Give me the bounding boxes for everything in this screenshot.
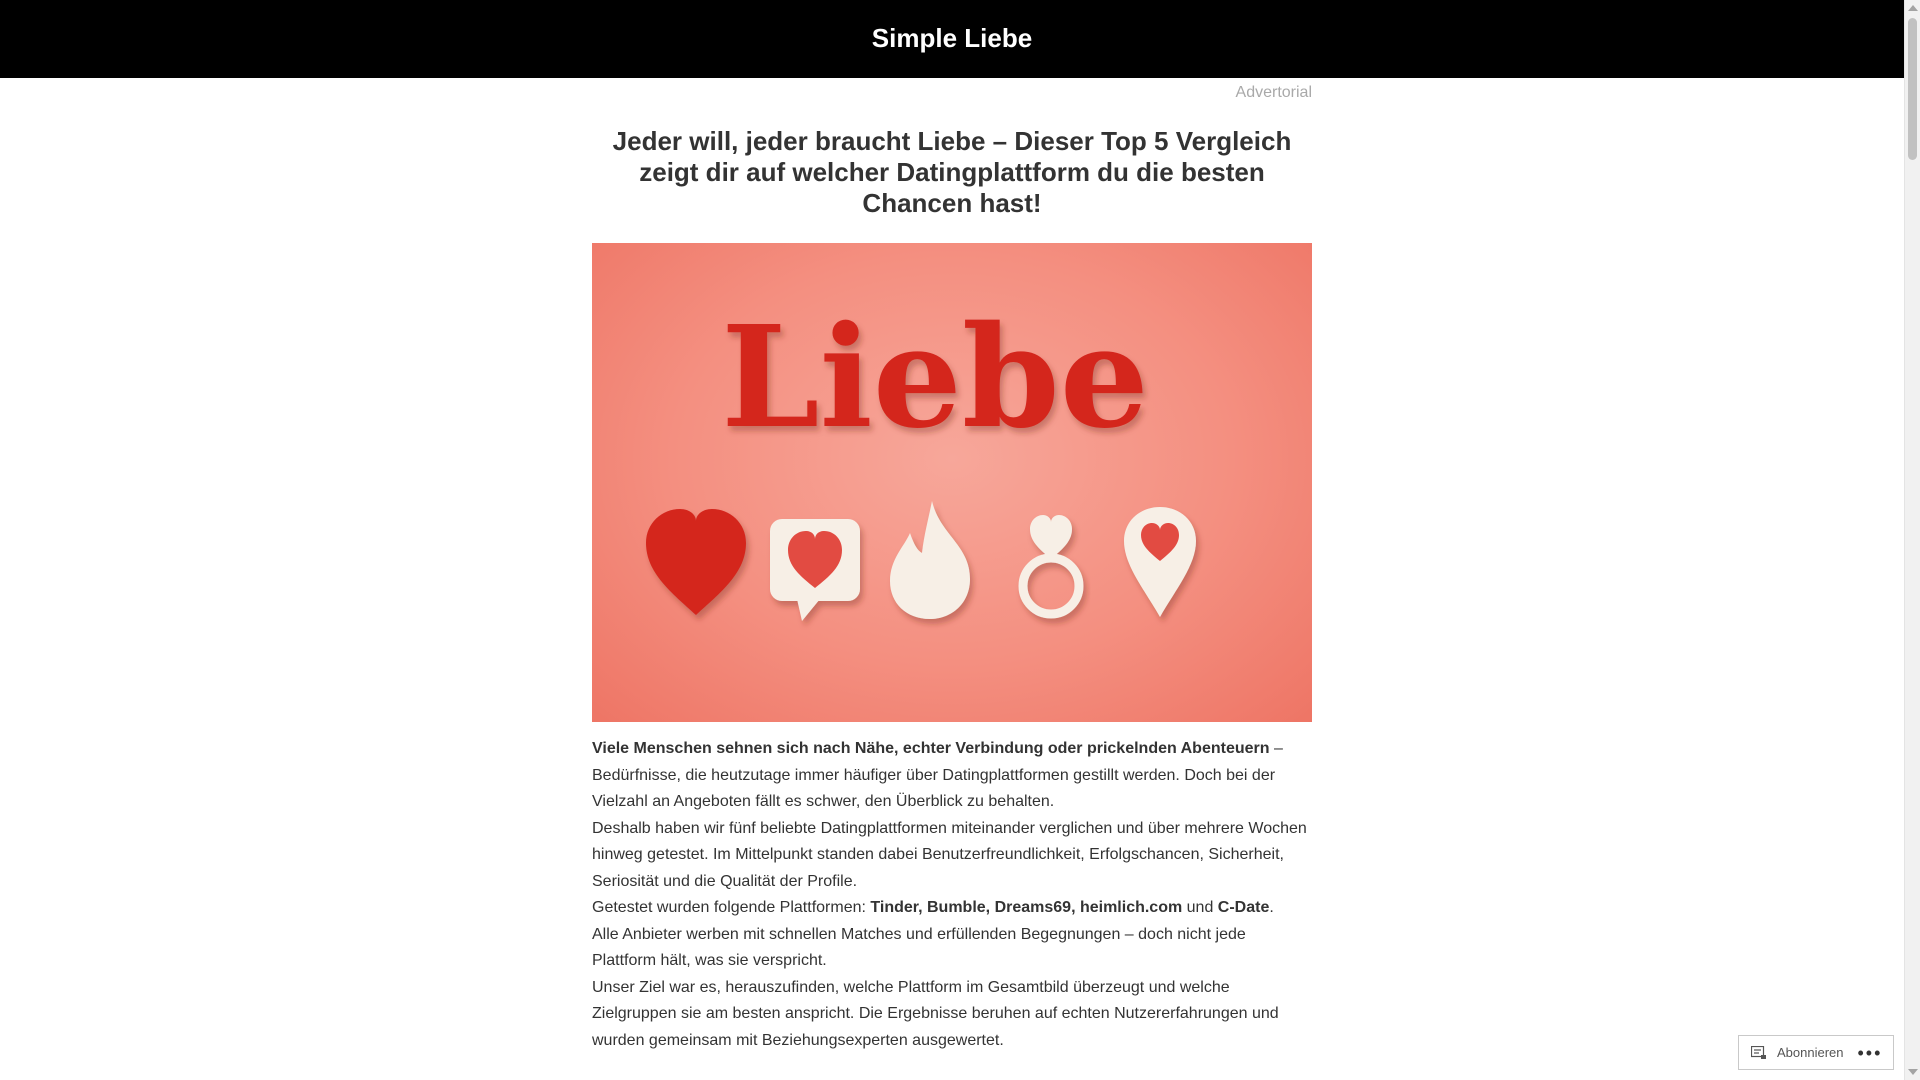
paragraph-method: Deshalb haben wir fünf beliebte Datingplattformen miteinander verglichen und über mehrere Wochen hinweg getestet. Im Mittelpunkt standen dabei Benutzerfreundlichkeit, Erfolgschancen, Sicherheit, Seriosität und die Qualität der Profile.: [592, 819, 1307, 890]
article-headline: Jeder will, jeder braucht Liebe – Dieser Top 5 Vergleich zeigt dir auf welcher Datingplattform du die besten Chancen hast!: [612, 126, 1292, 218]
site-header: [0, 0, 1904, 78]
advertorial-label: Advertorial: [1235, 84, 1312, 101]
more-options-button[interactable]: •••: [1857, 1042, 1883, 1063]
flame-icon: [890, 501, 970, 619]
scroll-up-arrow-icon[interactable]: [1908, 5, 1918, 11]
paragraph-goal: Unser Ziel war es, herauszufinden, welche Plattform im Gesamtbild überzeugt und welche Zielgruppen sie am besten anspricht. Die Ergebnisse beruhen auf echten Nutzererfahrungen und wurden gemeinsam mit Beziehungsexperten ausgewertet.: [592, 978, 1279, 1049]
article: [592, 78, 1312, 1054]
paragraph-intro: [592, 736, 1312, 816]
scrollbar[interactable]: [1904, 0, 1920, 1080]
paragraph-promises: Alle Anbieter werben mit schnellen Matches und erfüllenden Begegnungen – doch nicht jede Plattform hält, was sie verspricht.: [592, 925, 1246, 969]
platforms-end: .: [1269, 899, 1274, 916]
intro-rest: – Bedürfnisse, die heutzutage immer häufiger über Datingplattformen gestillt werden. Doch bei der Vielzahl an Angeboten fällt es schwer, den Überblick zu behalten.: [592, 740, 1283, 810]
subscribe-button[interactable]: [1738, 1035, 1894, 1070]
hero-image: [592, 243, 1312, 722]
reader-icon: [1751, 1046, 1767, 1060]
article-body: [592, 736, 1312, 1054]
site-title[interactable]: Simple Liebe: [871, 22, 1033, 53]
paragraph-platforms: [592, 895, 1312, 922]
hero-word: Liebe: [721, 296, 1149, 460]
location-heart-icon: [1124, 507, 1196, 617]
ring-icon: [1023, 515, 1079, 614]
platforms-last: C-Date: [1217, 899, 1270, 916]
platforms-and: und: [1182, 899, 1218, 916]
platforms-list: Tinder, Bumble, Dreams69, heimlich.com: [870, 899, 1183, 916]
subscribe-label: Abonnieren: [1777, 1045, 1844, 1060]
chat-heart-icon: [770, 519, 860, 621]
intro-bold: Viele Menschen sehnen sich nach Nähe, echter Verbindung oder prickelnden Abenteuern: [592, 740, 1270, 757]
scroll-thumb[interactable]: [1908, 18, 1917, 160]
scroll-down-arrow-icon[interactable]: [1908, 1069, 1918, 1075]
heart-icon: [646, 509, 746, 615]
hero-illustration: [592, 243, 1312, 722]
platforms-intro: Getestet wurden folgende Plattformen:: [592, 899, 871, 916]
